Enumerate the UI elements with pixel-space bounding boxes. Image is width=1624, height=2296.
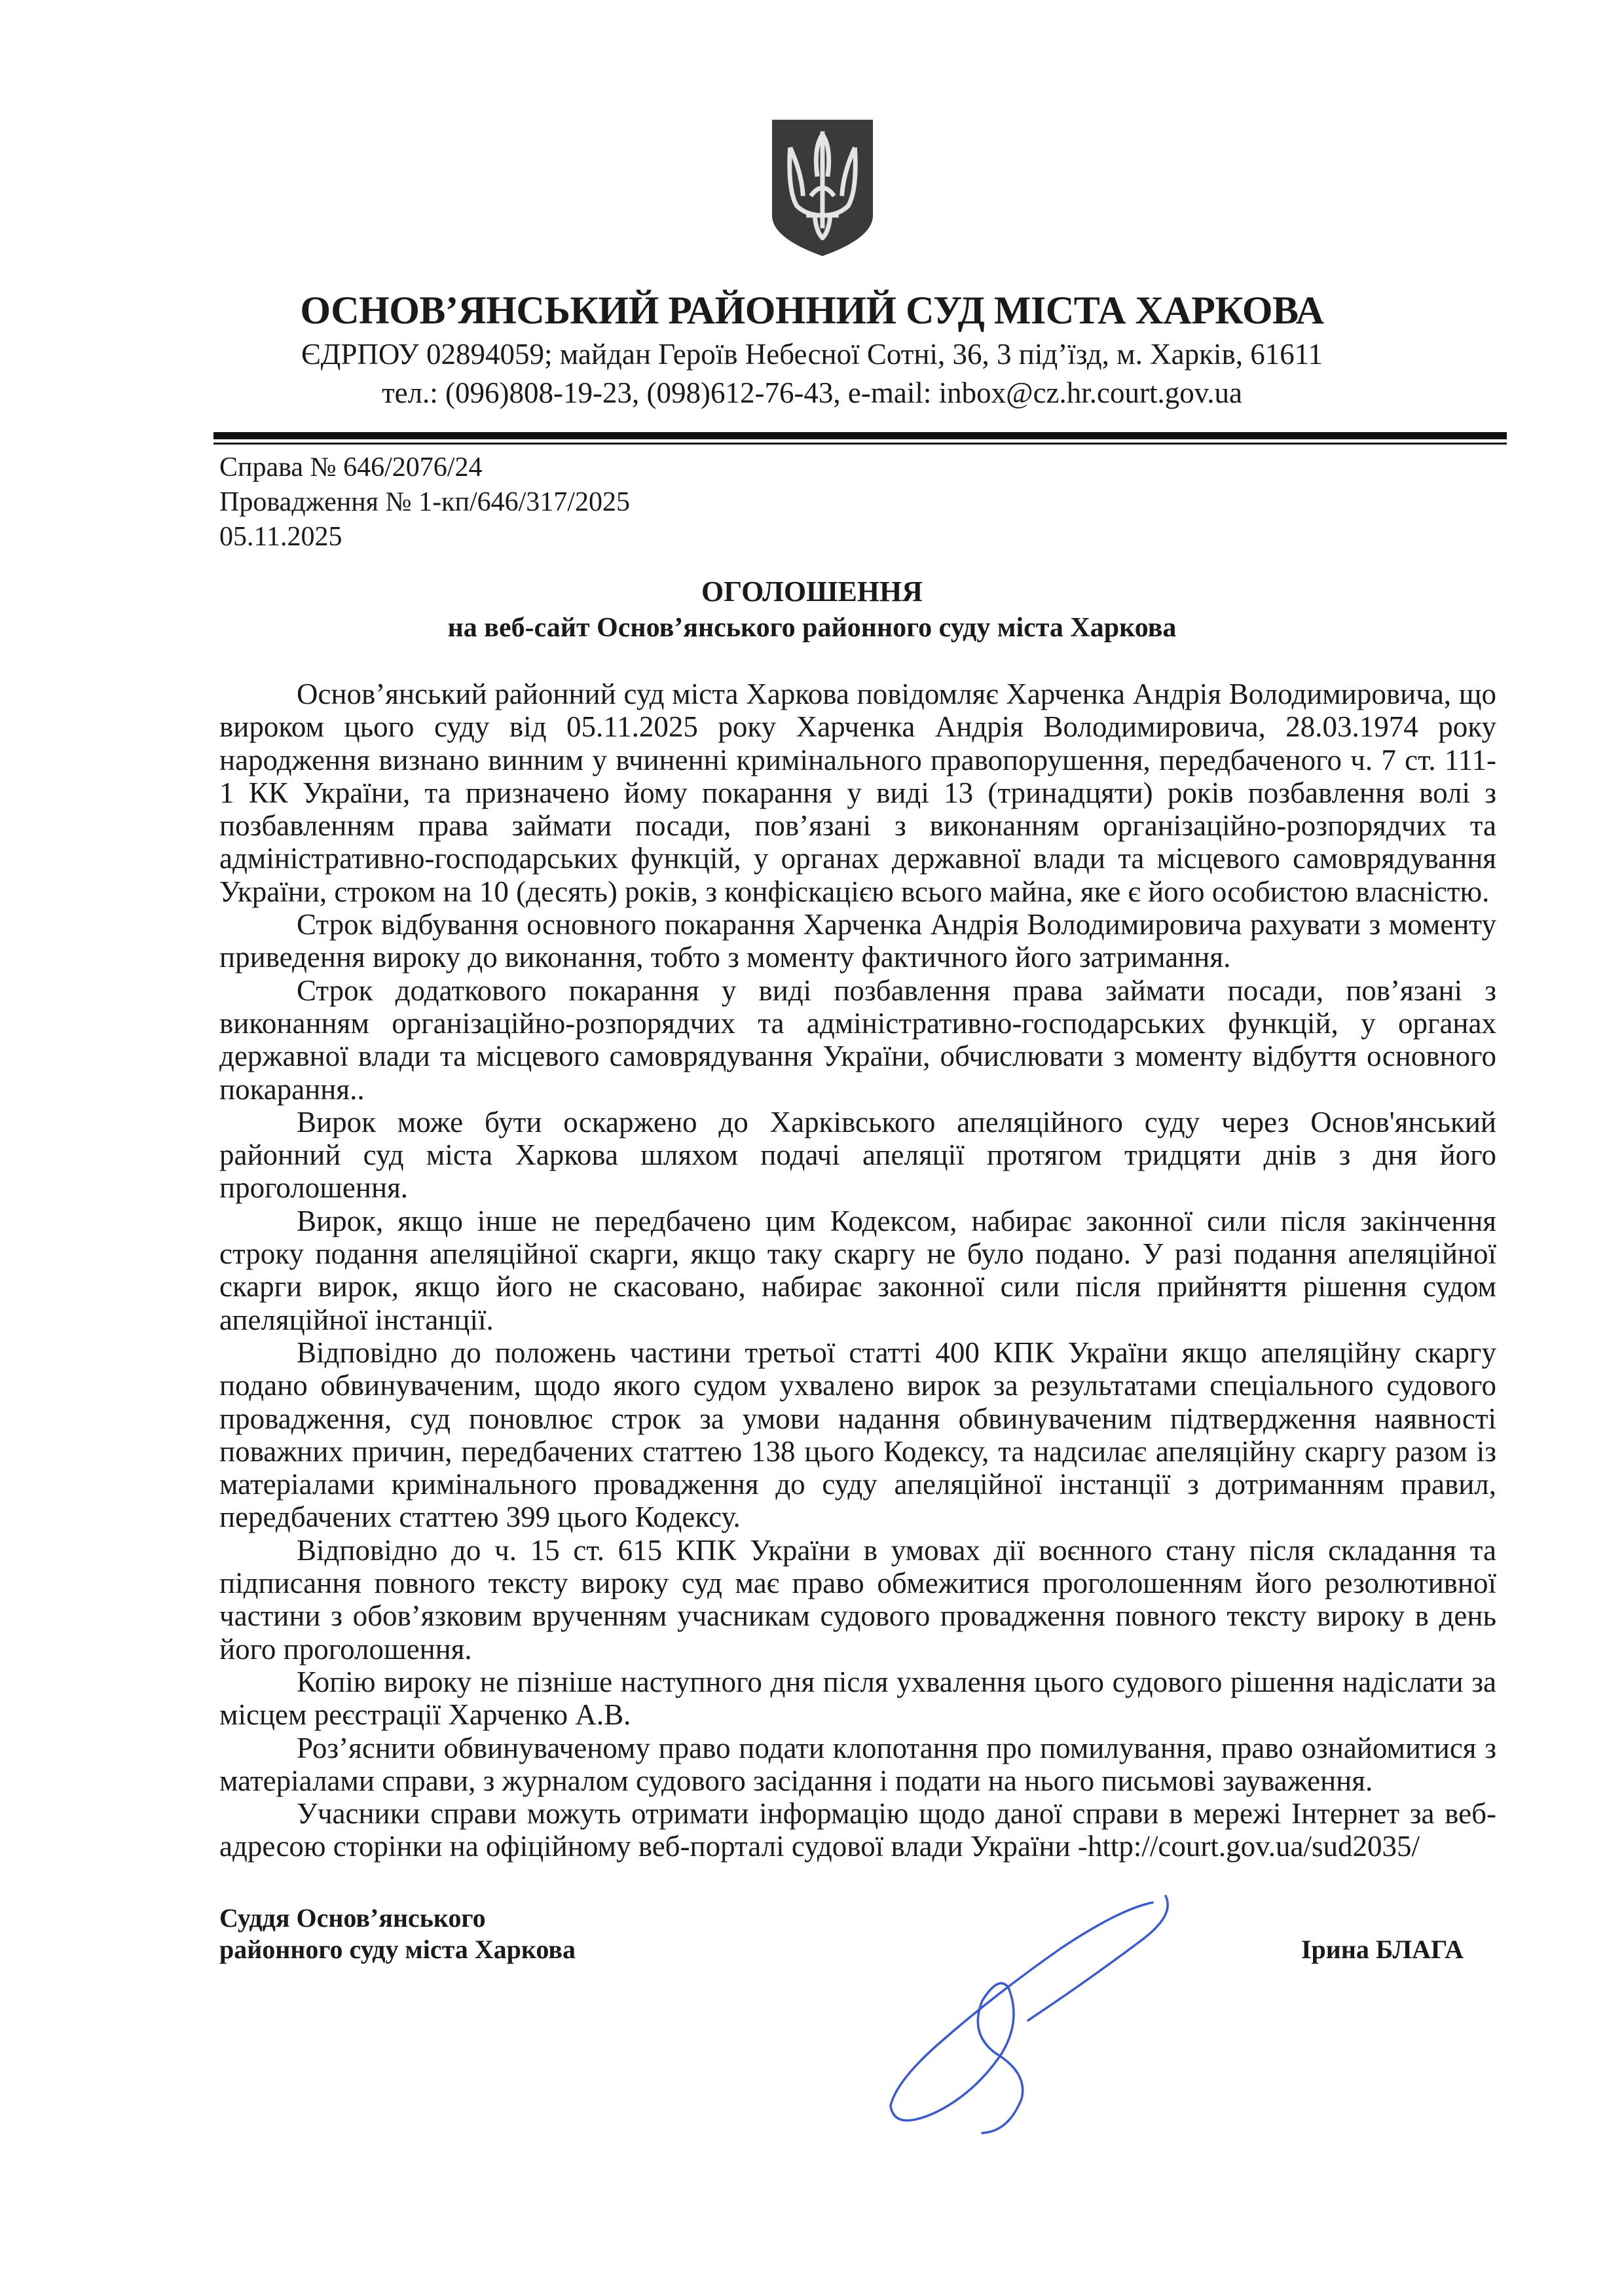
trident-emblem-icon — [771, 118, 874, 258]
judge-position-line1: Суддя Основ’янського — [219, 1903, 486, 1933]
paragraph: Відповідно до положень частини третьої статті 400 КПК України якщо апеляційну скаргу подано обвинуваченим, щодо якого судом ухвалено вирок за результатами спеціального судового провадження, суд поновлює строк за умови надання обвинуваченим підтвердження наявності поважних причин, передбачених статтею 138 цього Кодексу, та надсилає апеляційну скаргу разом із матеріалами кримінального провадження до суду апеляційної інстанції з дотриманням правил, передбачених статтею 399 цього Кодексу. — [219, 1336, 1496, 1534]
court-address: ЄДРПОУ 02894059; майдан Героїв Небесної Сотні, 36, 3 під’їзд, м. Харків, 61611 — [301, 338, 1323, 371]
paragraph: Вирок, якщо інше не передбачено цим Кодексом, набирає законної сили після закінчення строку подання апеляційної скарги, якщо таку скаргу не було подано. У разі подання апеляційної скарги вирок, якщо його не скасовано, набирає законної сили після прийняття рішення судом апеляційної інстанції. — [219, 1204, 1496, 1336]
signature-block — [219, 1903, 1496, 2164]
paragraph: Відповідно до ч. 15 ст. 615 КПК України в умовах дії воєнного стану після складання та підписання повного тексту вироку суд має право обмежитися проголошенням його резолютивної частини з обов’язковим врученням учасникам судового провадження повного тексту вироку в день його проголошення. — [219, 1533, 1496, 1666]
header-divider-thin — [213, 443, 1507, 445]
court-name: ОСНОВ’ЯНСЬКИЙ РАЙОННИЙ СУД МІСТА ХАРКОВА — [300, 289, 1324, 332]
paragraph: Строк додаткового покарання у виді позбавлення права займати посади, пов’язані з виконанням організаційно-розпорядчих та адміністративно-господарських функцій, у органах державної влади та місцевого самоврядування України, обчислювати з моменту відбуття основного покарання.. — [219, 974, 1496, 1106]
paragraph: Вирок може бути оскаржено до Харківського апеляційного суду через Основ'янський районний суд міста Харкова шляхом подачі апеляції протягом тридцяти днів з дня його проголошення. — [219, 1105, 1496, 1205]
case-number: Справа № 646/2076/24 — [219, 452, 483, 483]
document-date: 05.11.2025 — [219, 522, 342, 552]
document-flow — [219, 678, 1496, 2164]
paragraph: Учасники справи можуть отримати інформацію щодо даної справи в мережі Інтернет за веб-адресою сторінки на офіційному веб-порталі судової влади України -http://court.gov.ua/sud2035/ — [219, 1797, 1496, 1863]
announcement-title: ОГОЛОШЕННЯ — [701, 575, 923, 608]
announcement-body — [219, 678, 1496, 1863]
paragraph: Копію вироку не пізніше наступного дня після ухвалення цього судового рішення надіслати за місцем реєстрації Харченко А.В. — [219, 1665, 1496, 1732]
header-divider-thick — [213, 432, 1507, 439]
court-contacts: тел.: (096)808-19-23, (098)612-76-43, e-mail: inbox@cz.hr.court.gov.ua — [381, 376, 1243, 409]
paragraph: Строк відбування основного покарання Харченка Андрія Володимировича рахувати з моменту приведення вироку до виконання, тобто з моменту фактичного його затримання. — [219, 908, 1496, 974]
judge-name: Ірина БЛАГА — [1301, 1934, 1464, 1964]
proceeding-number: Провадження № 1-кп/646/317/2025 — [219, 487, 630, 517]
paragraph: Роз’яснити обвинуваченому право подати клопотання про помилування, право ознайомитися з матеріалами справи, з журналом судового засідання і подати на нього письмові зауваження. — [219, 1731, 1496, 1797]
paragraph: Основ’янський районний суд міста Харкова повідомляє Харченка Андрія Володимировича, що вироком цього суду від 05.11.2025 року Харченка Андрія Володимировича, 28.03.1974 року народження визнано винним у вчиненні кримінального правопорушення, передбаченого ч. 7 ст. 111-1 КК України, та призначено йому покарання у виді 13 (тринадцяти) років позбавлення волі з позбавленням права займати посади, пов’язані з виконанням організаційно-розпорядчих та адміністративно-господарських функцій, у органах державної влади та місцевого самоврядування України, строком на 10 (десять) років, з конфіскацією всього майна, яке є його особистою власністю. — [219, 678, 1496, 908]
case-meta — [219, 450, 630, 555]
announcement-subtitle: на веб-сайт Основ’янського районного суду міста Харкова — [447, 613, 1177, 643]
judge-position-line2: районного суду міста Харкова — [219, 1934, 576, 1964]
